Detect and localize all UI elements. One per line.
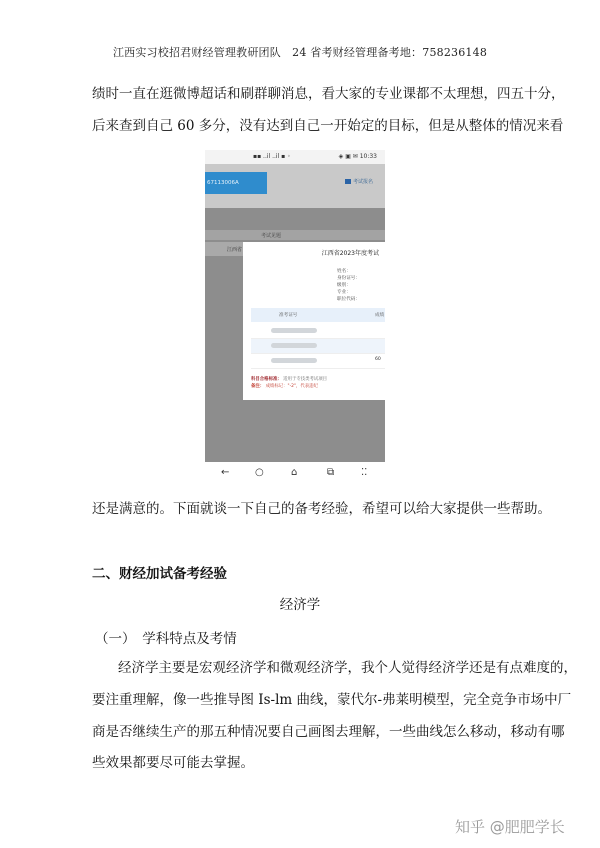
register-icon: [345, 179, 351, 184]
nav-bar: [205, 462, 385, 486]
blurred-value: [271, 358, 317, 363]
table-header: [251, 308, 385, 322]
background-row-label: 江西省: [227, 247, 243, 253]
note-text: 适用于专技类考试项目: [283, 377, 328, 382]
page-header: 江西实习校招君财经管理教研团队 24 省考财经管理备考地：758236148: [112, 46, 488, 59]
exam-register-label: 考试报名: [353, 179, 374, 185]
remark-text: 成绩标记："-2"，代表违纪: [265, 384, 318, 389]
remark-label: 备注：: [251, 384, 265, 389]
background-row: [205, 242, 245, 256]
subsection-heading: （一） 学科特点及考情: [95, 631, 237, 647]
column-header: 准考证号: [279, 313, 298, 318]
field-label: 级别：: [337, 283, 351, 288]
background-bar-label: 考试见题: [261, 233, 282, 239]
score-card: [243, 242, 385, 400]
more-icon[interactable]: ⁚⁚: [361, 467, 368, 478]
body-line: 些效果都要尽可能去掌握。: [92, 755, 254, 771]
body-line: 要注重理解，像一些推导图 Is-lm 曲线，蒙代尔-弗莱明模型，完全竞争市场中厂: [92, 692, 572, 708]
score-value: 60: [375, 357, 381, 362]
remark-note: [251, 383, 318, 389]
blue-tab[interactable]: 67113006A: [205, 172, 267, 194]
table-row: [251, 324, 385, 339]
tabs-icon[interactable]: ⧉: [327, 467, 335, 478]
paragraph-line: 后来查到自己 60 多分，没有达到自己一开始定的目标，但是从整体的情况来看: [92, 118, 564, 134]
exam-register-tab[interactable]: [345, 178, 373, 185]
blurred-value: [271, 343, 317, 348]
column-header: 成绩: [375, 313, 385, 318]
note-label: 科目合格标准：: [251, 377, 282, 382]
field-label: 职位代码：: [337, 297, 360, 302]
table-row: [251, 339, 385, 354]
status-bar: [205, 150, 385, 164]
home-icon[interactable]: ⌂: [291, 467, 298, 478]
card-title: 江西省2023年度考试: [321, 250, 379, 257]
back-icon[interactable]: ←: [221, 467, 230, 478]
standard-note: [251, 376, 327, 382]
field-label: 姓名：: [337, 269, 351, 274]
background-bar: [205, 230, 385, 240]
table-row: [251, 354, 385, 369]
zhihu-watermark: 知乎 @肥肥学长: [455, 818, 565, 836]
paragraph-line: 绩时一直在逛微博超话和刷群聊消息，看大家的专业课都不太理想，四五十分，: [92, 86, 565, 102]
phone-screenshot: [205, 150, 385, 486]
search-icon[interactable]: ○: [255, 467, 264, 478]
field-label: 身份证号：: [337, 276, 360, 281]
status-time: ◈ ▣ ✉ 10:33: [338, 153, 377, 160]
signal-icon: ▪▪ ..il ..il ▪ ◦: [253, 153, 291, 160]
body-line: 经济学主要是宏观经济学和微观经济学，我个人觉得经济学还是有点难度的，: [118, 660, 577, 676]
body-line: 商是否继续生产的那五种情况要自己画图去理解，一些曲线怎么移动，移动有哪: [92, 724, 565, 740]
paragraph-line: 还是满意的。下面就谈一下自己的备考经验，希望可以给大家提供一些帮助。: [92, 501, 551, 517]
field-label: 专业：: [337, 290, 351, 295]
subject-title: 经济学: [279, 597, 321, 613]
section-heading: 二、财经加试备考经验: [92, 566, 227, 582]
blurred-value: [271, 328, 317, 333]
